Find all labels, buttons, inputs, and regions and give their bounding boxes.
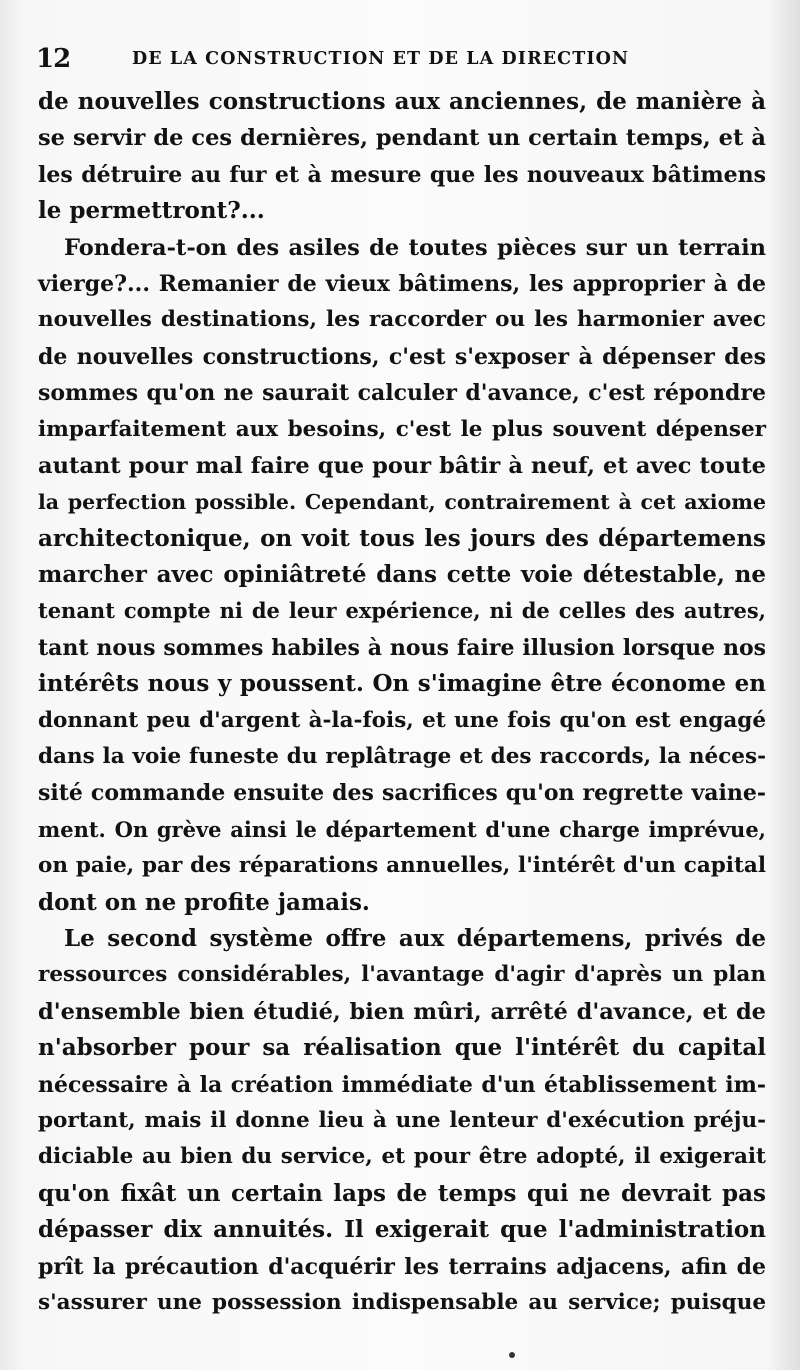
text-line: on paie, par des réparations annuelles, l'intérêt d'un capital [38,853,766,879]
text-line: donnant peu d'argent à-la-fois, et une fois qu'on est engagé [38,707,766,733]
text-line: sommes qu'on ne saurait calculer d'avance, c'est répondre [38,380,766,407]
text-line: qu'on fixât un certain laps de temps qui ne devrait pas [38,1179,766,1207]
text-line: le permettront?... [38,197,265,225]
text-line: sité commande ensuite des sacrifices qu'on regrette vaine- [38,780,766,807]
text-line: nouvelles destinations, les raccorder ou les harmonier avec [38,307,766,333]
text-line: n'absorber pour sa réalisation que l'intérêt du capital [38,1034,766,1062]
text-line: ment. On grève ainsi le département d'une charge imprévue, [38,816,766,842]
text-line: nécessaire à la création immédiate d'un établissement im- [38,1071,766,1098]
text-line: intérêts nous y poussent. On s'imagine être économe en [38,670,766,698]
text-line: les détruire au fur et à mesure que les nouveaux bâtimens [38,161,766,188]
running-head [36,44,766,76]
text-line: diciable au bien du service, et pour être adopté, il exigerait [38,1144,766,1170]
text-line: s'assurer une possession indispensable au service; puisque [38,1289,766,1315]
page-number: 12 [36,44,71,74]
text-line: architectonique, on voit tous les jours des départemens [38,524,766,552]
text-line: prît la précaution d'acquérir les terrains adjacens, afin de [38,1253,766,1280]
text-line: de nouvelles constructions aux anciennes, de manière à [38,88,766,115]
text-line: de nouvelles constructions, c'est s'exposer à dépenser des [38,343,766,370]
text-line: imparfaitement aux besoins, c'est le plus souvent dépenser [38,416,766,442]
text-line: ressources considérables, l'avantage d'agir d'après un plan [38,962,766,988]
text-line: portant, mais il donne lieu à une lenteur d'exécution préju- [38,1107,766,1133]
text-line: Fondera-t-on des asiles de toutes pièces sur un terrain [64,234,766,261]
text-line: dans la voie funeste du replâtrage et des raccords, la néces- [38,744,766,770]
text-line: Le second système offre aux départemens, privés de [64,924,766,952]
text-line: dont on ne profite jamais. [38,888,370,916]
text-line: tant nous sommes habiles à nous faire illusion lorsque nos [38,634,766,661]
text-line: vierge?... Remanier de vieux bâtimens, les approprier à de [38,270,766,297]
text-line: tenant compte ni de leur expérience, ni de celles des autres, [38,598,766,624]
running-title: DE LA CONSTRUCTION ET DE LA DIRECTION [132,49,630,69]
body-text [38,84,766,1321]
text-line: autant pour mal faire que pour bâtir à neuf, et avec toute [38,452,766,479]
ink-speck [509,1352,515,1358]
text-line: d'ensemble bien étudié, bien mûri, arrêté d'avance, et de [38,998,766,1025]
text-line: se servir de ces dernières, pendant un certain temps, et à [38,125,766,152]
text-line: dépasser dix annuités. Il exigerait que l'administration [38,1216,766,1244]
text-line: la perfection possible. Cependant, contrairement à cet axiome [38,490,766,515]
text-line: marcher avec opiniâtreté dans cette voie détestable, ne [38,561,766,589]
